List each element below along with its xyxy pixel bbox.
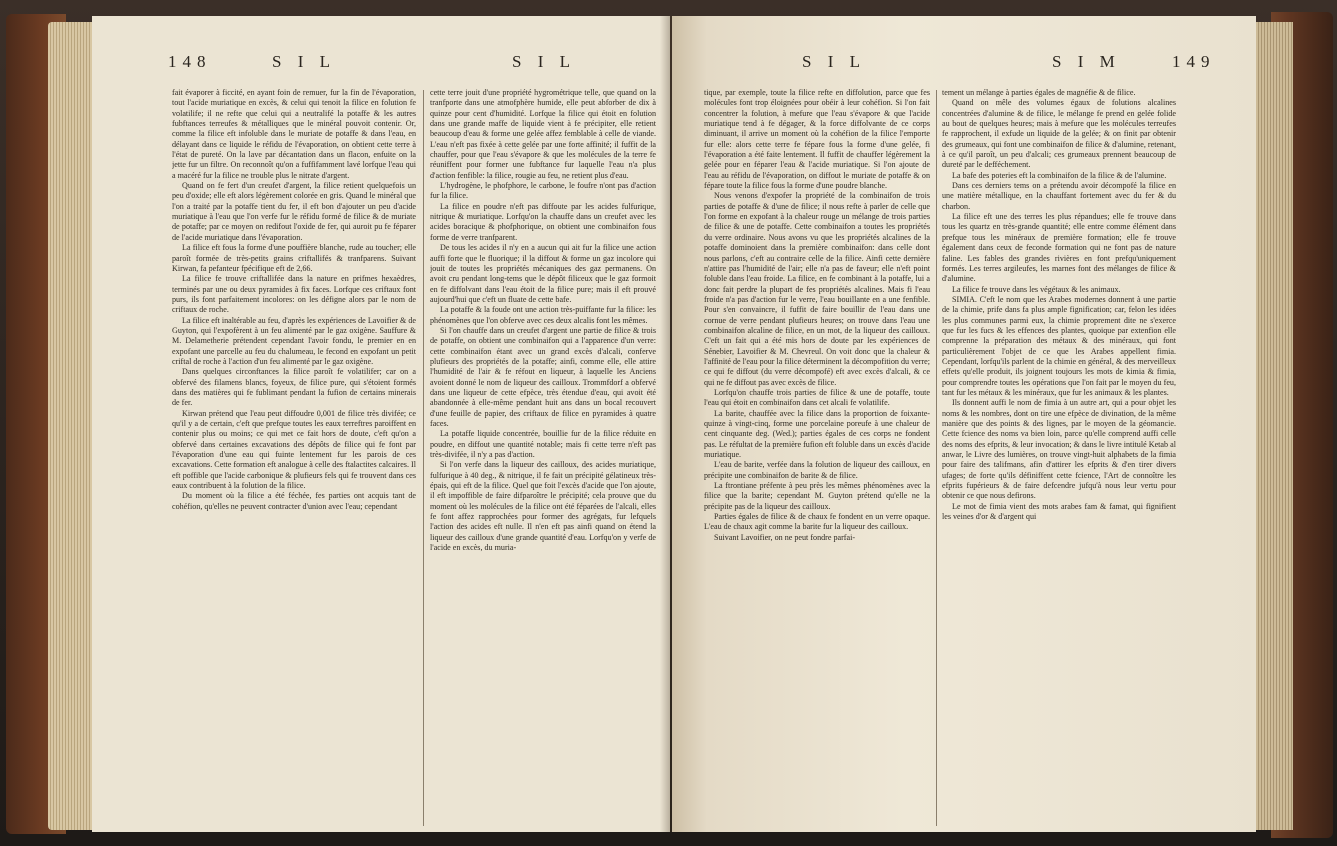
paragraph: La filice en poudre n'eft pas diffoute par les acides fulfurique, nitrique & muriatique. Lorfqu'on la chauffe dans un creufet avec les acides boracique & phofphorique, on obtient une combinaifon fous forme de verre tranfparent. [430,201,656,242]
column-rule [423,90,424,826]
paragraph: Parties égales de filice & de chaux fe fondent en un verre opaque. L'eau de chaux agit comme la barite fur la liqueur des cailloux. [704,512,930,532]
paragraph: La potaffe & la foude ont une action très-puiffante fur la filice: les phénomènes que l'on obferve avec ces deux alcalis font les mêmes. [430,305,656,325]
paragraph: Si l'on chauffe dans un creufet d'argent une partie de filice & trois de potaffe, on obtient une combinaifon qui a l'apparence d'un verre: cette combinaifon étant avec un grand excès d'alcali, conferve plufieurs des propriétés de la potaffe; ainfi, comme elle, elle attire l'humidité de l'air & fe réfout en liqueur, à laquelle les Anciens avoient donné le nom de liqueur des cailloux. Trommfdorf a obfervé dans une liqueur de cette efpèce, très étendue d'eau, qui avoit été abandonnée à elle-même pendant huit ans dans un bocal recouvert d'une feuille de papier, des criftaux de filice en pyramides à quatre faces. [430,325,656,428]
page-number-left: 148 [168,52,212,71]
running-head-right-col1: S I L [802,52,866,71]
paragraph: La filice eft une des terres les plus répandues; elle fe trouve dans tous les quartz en très-grande quantité; elle entre comme élément dans prefque tous les minéraux de première formation; elle fe trouve également dans ceux de feconde formation qui ne font pas de nature faline. Les fables des grandes rivières en font prefqu'uniquement formés. Les terres argileufes, les marnes font des mélanges de filice & d'alumine. [942,212,1176,284]
paragraph: La filice fe trouve dans les végétaux & les animaux. [952,284,1121,294]
paragraph: La filice eft fous la forme d'une pouffière blanche, rude au toucher; elle paroît formée de très-petits grains criftallifés & tranfparens. Suivant Kirwan, fa pefanteur fpécifique eft de 2,66. [172,243,416,273]
paragraph: De tous les acides il n'y en a aucun qui ait fur la filice une action auffi forte que le fluorique; il la diffout & forme un gaz incolore qui jouit de toutes les propriétés mécaniques des gaz permanens. On avoit cru pendant long-tems que le dépôt filiceux que le gaz formoit en fe diffolvant dans l'eau étoit de la filice pure; mais il eft prouvé aujourd'hui que c'eft un fluate de cette bafe. [430,243,656,304]
paragraph: Lorfqu'on chauffe trois parties de filice & une de potaffe, toute l'eau qui étoit en combinaifon dans cet alcali fe volatilife. [704,387,930,408]
page-number-right: 149 [1172,52,1216,71]
paragraph: La potaffe liquide concentrée, bouillie fur de la filice réduite en poudre, en diffout une quantité notable; mais fi cette terre n'eft pas très-divifée, il n'y a pas d'action. [430,429,656,460]
paragraph: L'eau de barite, verfée dans la folution de liqueur des cailloux, en précipite une combinaifon de barite & de filice. [704,460,930,480]
paragraph: Kirwan prétend que l'eau peut diffoudre 0,001 de filice très divifée; ce qu'il y a de certain, c'eft que prefque toutes les eaux terreftres paroiffent en contenir plus ou moins; ce qui met ce fait hors de doute, c'eft qu'on a obfervé dans certaines excavations des dépôts de filice qui fe font par l'évaporation d'une eau qui fuinte lentement fur les parois de ces excavations. Cette formation eft analogue à celle des ftalactites calcaires. Il eft poffible que l'acide carbonique & plufieurs fels qui fe trouvent dans ces eaux contribuent à la folution de la filice. [172,408,416,491]
running-head-left-col1: S I L [272,52,336,71]
paragraph: La bafe des poteries eft la combinaifon de la filice & de l'alumine. [952,170,1167,180]
paragraph: SIMIA. C'eft le nom que les Arabes modernes donnent à une partie de la chimie, prife dans fa plus ample fignification; car, felon les idées les plus communes parmi eux, la chimie proprement dite ne s'exerce que fur les fucs & les effences des plantes, quoique par extenfion elle comprenne la préparation des métaux & des minéraux, qui font particulièrement l'objet de ce que les Arabes appellent fimia. Cependant, lorfqu'ils parlent de la chimie en général, & des merveilleux effets qu'elle produit, ils joignent toujours les mots de kimia & fimia, pour comprendre toutes les opérations que l'on fait par le moyen du feu, tant fur les métaux & les minéraux, que fur les animaux & les plantes. [942,294,1176,397]
paragraph: fait évaporer à ficcité, en ayant foin de remuer, fur la fin de l'évaporation, tout l'acide muriatique en excès, & celui qui tenoit la filice en folution fe volatilife; il ne refte que celui qui a neutralifé la potaffe & les autres fubftances terreufes & métalliques que le minéral pouvoit contenir. Or, comme la filice eft infoluble dans le muriate de potaffe & dans l'eau, en délayant dans ce liquide le réfidu de l'évaporation, on obtient cette terre à l'état de pureté. On la lave par décantation dans un flacon, enfuite on la jette fur un filtre. On reconnoît qu'on a fuffifamment lavé lorfque l'eau qui a macéré fur la filice ne trouble plus le nitrate d'argent. [172,88,416,180]
paragraph: L'hydrogène, le phofphore, le carbone, le foufre n'ont pas d'action fur la filice. [430,181,656,201]
paragraph: La ftrontiane préfente à peu près les mêmes phénomènes avec la filice que la barite; cependant M. Guyton prétend qu'elle ne la précipite pas de la liqueur des cailloux. [704,481,930,511]
paragraph: Dans quelques circonftances la filice paroît fe volatilifer; car on a obfervé des filamens blancs, foyeux, de filice pure, qui s'étoient formés dans des matières qui fe fublimant pendant la fufion de certains minerais de fer. [172,367,416,408]
page-edges-left [48,22,96,830]
column-rule [936,90,937,826]
paragraph: Dans ces derniers tems on a prétendu avoir décompofé la filice en une matière métallique, en la chauffant fortement avec du fer & du charbon. [942,181,1176,211]
paragraph: cette terre jouit d'une propriété hygrométrique telle, que quand on la tranfporte dans une atmofphère humide, elle peut abforber de dix à quinze pour cent d'humidité. Lorfque la filice qui étoit en folution dans une grande maffe de liquide vient à fe précipiter, elle retient beaucoup d'eau & forme une gelée affez femblable à celle de viande. L'eau n'eft pas fixée à cette gelée par une forte affinité; il fuffit de la chauffer, pour que l'eau s'évapore & que les molécules de la terre fe réuniffent pour former une fubftance fur laquelle l'eau n'a plus d'action fenfible: la filice, rougie au feu, ne retient plus d'eau. [430,88,656,180]
column-3 [704,88,930,830]
right-page [672,16,1256,832]
running-head-left-col2: S I L [512,52,576,71]
paragraph: tement un mélange à parties égales de magnéfie & de filice. [942,88,1136,97]
column-1 [172,88,416,830]
column-2 [430,88,656,830]
paragraph: Quand on fe fert d'un creufet d'argent, la filice retient quelquefois un peu d'oxide; elle eft alors légèrement colorée en gris. Quand le minéral que l'on a traité par la potaffe tient du fer, il eft bon d'ajouter un peu d'acide muriatique à l'eau que l'on verfe fur le réfidu formé de filice & de muriate de potaffe; par ce moyen on redifout l'oxide de fer, qui auroit pu fe féparer de l'acide muriatique dans l'évaporation. [172,181,416,242]
paragraph: Ils donnent auffi le nom de fimia à un autre art, qui a pour objet les noms & les nombres, dont on tire une efpèce de divination, de la même manière que des points & des lignes, par le moyen de la géomancie. Cette fcience des noms va bien loin, parce qu'elle comprend auffi celle des noms des efprits, & leur invocation; & dans le livre intitulé Ketab al anwar, le Livre des lumières, on trouve vingt-huit alphabets de la fimia pour faire des talifmans, afin d'attirer les efprits & d'en tirer divers ufages; de forte qu'ils définiffent cette fcience, l'Art de connoître les efprits fupérieurs & de faire defcendre jufqu'à nous leur vertu pour obtenir ce que nous defirons. [942,398,1176,501]
paragraph: Le mot de fimia vient des mots arabes fam & famat, qui fignifient les veines d'or & d'argent qui [942,501,1176,522]
paragraph: Si l'on verfe dans la liqueur des cailloux, des acides muriatique, fulfurique à 40 deg., & nitrique, il fe fait un précipité gélatineux très-épais, qui eft de la filice. Quel que foit l'excès d'acide que l'on ajoute, il eft impoffible de faire difparoître le précipité; cela prouve que du moment où les molécules de la filice ont été féparées de l'alcali, elles fe font affez rapprochées pour former des agrégats, fur lefquels l'action des acides eft nulle. Il n'en eft pas ainfi quand on étend la liqueur des cailloux d'une grande quantité d'eau. Lorfqu'on y verfe de l'acide en excès, du muria- [430,460,656,553]
paragraph: Suivant Lavoifier, on ne peut fondre parfai- [714,532,856,542]
paragraph: La filice eft inaltérable au feu, d'après les expériences de Lavoifier & de Guyton, qui l'expofèrent à un feu alimenté par le gaz oxigène. Sauffure & M. Delametherie prétendent cependant l'avoir fondu, le premier en en expofant une parcelle au feu du chalumeau, le fecond en expofant un petit criftal de roche à l'action d'un feu alimenté par le gaz oxigène. [172,315,416,366]
paragraph: La filice fe trouve criftallifée dans la nature en prifmes hexaèdres, terminés par une ou deux pyramides à fix faces. Lorfque ces criftaux font purs, ils font parfaitement incolores: on les défigne alors par le nom de criftaux de roche. [172,274,416,315]
running-head-right-col2: S I M [1052,52,1121,71]
paragraph: Nous venons d'expofer la propriété de la combinaifon de trois parties de potaffe & d'une de filice; il nous refte à parler de celle que l'on forme en expofant à la chaleur rouge un mélange de trois parties de filice & une de potaffe. Cette combinaifon a toutes les propriétés du verre ordinaire. Nous avons vu que les propriétés alcalines de la potaffe dominoient dans la première combinaifon: dans celle dont nous parlons, c'eft au contraire celle de la filice. Ainfi cette dernière n'attire pas l'humidité de l'air; elle n'a pas de faveur; elle n'eft point foluble dans l'eau froide. La filice, en fe combinant à la potaffe, lui a donc fait perdre la plupart de fes propriétés alcalines. Mais fi l'eau froide n'a pas d'action fur le verre, l'eau bouillante en a une fenfible. Pour s'en convaincre, il fuffit de faire bouillir de l'eau dans une cornue de verre pendant plufieurs heures; on trouve dans l'eau une combinaifon alcaline de filice, en un mot, de la liqueur des cailloux. C'eft un fait qui a été mis hors de doute par les expériences de Sénebier, Lavoifier & M. Chevreul. On voit donc que la chaleur & l'affinité de l'eau pour la filice déterminent la décompofition du verre; ce qui fe diffout (du verre décompofé) eft avec excès d'alcali, & ce qui ne fe diffout pas avec excès de filice. [704,191,930,387]
paragraph: Du moment où la filice a été féchée, fes parties ont acquis tant de cohéfion, qu'elles ne peuvent contracter d'union avec l'eau; cependant [172,491,416,511]
column-4 [942,88,1176,830]
paragraph: La barite, chauffée avec la filice dans la proportion de foixante-quinze à vingt-cinq, forme une porcelaine poreufe à une chaleur de cent cinquante deg. (Wed.); parties égales de ces corps ne fondent pas. Le réfultat de la première fufion eft foluble dans un excès d'acide muriatique. [704,408,930,460]
paragraph: tique, par exemple, toute la filice refte en diffolution, parce que fes molécules font trop éloignées pour obéir à leur cohéfion. Si l'on fait concentrer la folution, à mefure que l'eau s'évapore & que l'acide muriatique tend à fe dégager, & la force diffolvante de ce corps diminuant, il arrive un moment où la cohéfion de la filice l'emporte fur elle: alors cette terre fe fépare fous la forme d'une gelée, fi l'évaporation a été faite lentement. Il fuffit de chauffer légèrement la gelée pour en féparer l'eau & l'acide muriatique. Si l'on ajoute de l'eau au réfidu de l'évaporation, on diffout le muriate de potaffe & on fépare toute la filice fous la forme d'une poudre blanche. [704,88,930,191]
paragraph: Quand on mêle des volumes égaux de folutions alcalines concentrées d'alumine & de filice, le mélange fe prend en gelée folide au bout de quelques heures; mais à mefure que les molécules terreufes fe rapprochent, il exfude un liquide de la gelée; & on finit par obtenir des grumeaux, qui font une combinaifon de filice & d'alumine, retenant, à ce qu'il paroît, un peu d'alcali; ces grumeaux prennent beaucoup de dureté par le defféchement. [942,98,1176,170]
left-page [92,16,670,832]
